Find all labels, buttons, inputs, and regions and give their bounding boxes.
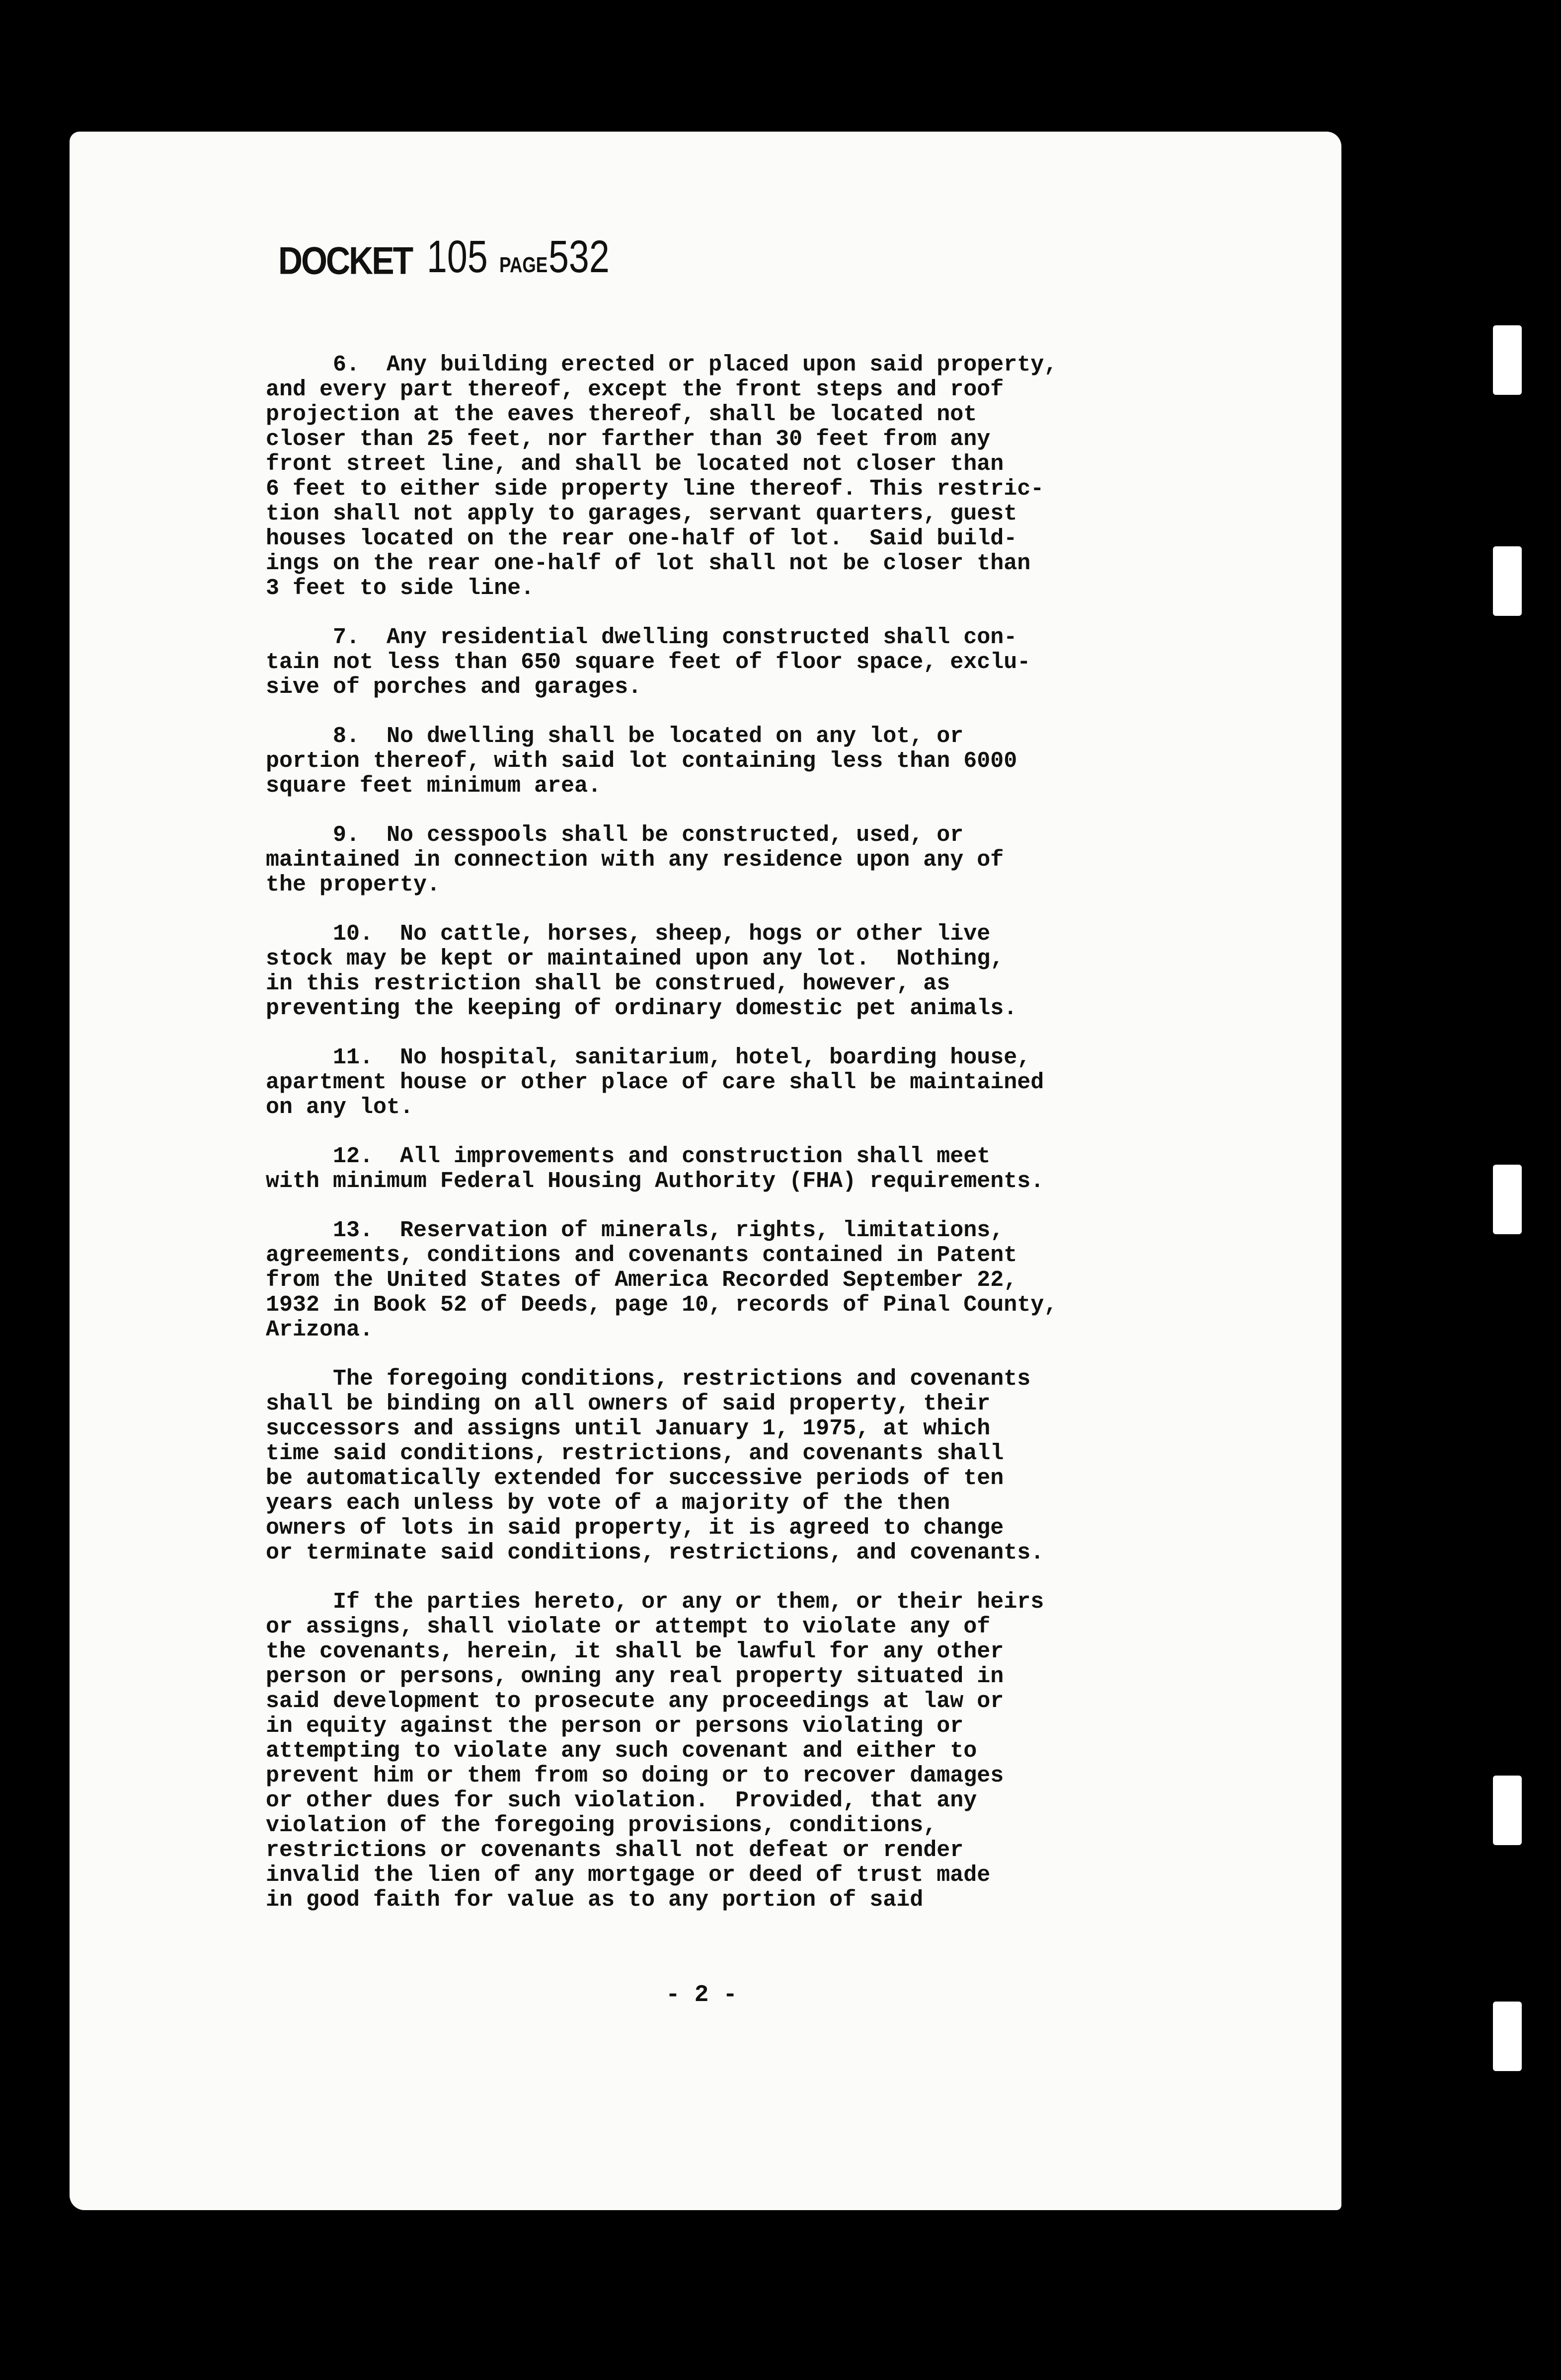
paragraph-13: 13. Reservation of minerals, rights, limitations, agreements, conditions and covenants contained in Patent from the United States of America Recorded September 22, 1932 in Book 52 of Deeds, page 10, records of Pinal County, Arizona. (266, 1218, 1058, 1342)
sprocket-hole (1493, 1776, 1522, 1845)
docket-stamp (278, 231, 625, 283)
docket-number: 105 (427, 231, 488, 282)
sprocket-hole (1493, 546, 1522, 616)
paragraph-8: 8. No dwelling shall be located on any lot, or portion thereof, with said lot containing less than 6000 square feet minimum area. (266, 724, 1017, 799)
paragraph-9: 9. No cesspools shall be constructed, used, or maintained in connection with any residence upon any of the property. (266, 822, 1004, 897)
paragraph-12: 12. All improvements and construction shall meet with minimum Federal Housing Authority (FHA) requirements. (266, 1144, 1044, 1194)
sprocket-hole (1493, 325, 1522, 395)
docket-page-label: PAGE (499, 253, 547, 277)
docket-page-number: 532 (548, 231, 610, 282)
docket-label: DOCKET (278, 239, 412, 283)
paragraph-violation: If the parties hereto, or any or them, or their heirs or assigns, shall violate or attempt to violate any of the covenants, herein, it shall be lawful for any other person or persons, owning any real property situated in said development to prosecute any proceedings at law or in equity against the person or persons violating or attempting to violate any such covenant and either to prevent him or them from so doing or to recover damages or other dues for such violation. Provided, that any violation of the foregoing provisions, conditions, restrictions or covenants shall not defeat or render invalid the lien of any mortgage or deed of trust made in good faith for value as to any portion of said (266, 1589, 1044, 1913)
paragraph-6: 6. Any building erected or placed upon said property, and every part thereof, except the front steps and roof projection at the eaves thereof, shall be located not closer than 25 feet, nor farther than 30 feet from any front street line, and shall be located not closer than 6 feet to either side property line thereof. This restric- tion shall not apply to garages, servant quarters, guest houses located on the rear one-half of lot. Said build- ings on the rear one-half of lot shall not be closer than 3 feet to side line. (266, 352, 1058, 601)
page-number: - 2 - (666, 1982, 738, 2008)
paragraph-7: 7. Any residential dwelling constructed shall con- tain not less than 650 square feet of floor space, exclu- sive of porches and garages. (266, 625, 1031, 700)
sprocket-hole (1493, 2002, 1522, 2071)
sprocket-hole (1493, 1165, 1522, 1234)
document-page (70, 132, 1341, 2210)
paragraph-10: 10. No cattle, horses, sheep, hogs or other live stock may be kept or maintained upon any lot. Nothing, in this restriction shall be construed, however, as preventing the keeping of ordinary domestic pet animals. (266, 921, 1017, 1021)
paragraph-foregoing-conditions: The foregoing conditions, restrictions and covenants shall be binding on all owners of said property, their successors and assigns until January 1, 1975, at which time said conditions, restrictions, and covenants shall be automatically extended for successive periods of ten years each unless by vote of a majority of the then owners of lots in said property, it is agreed to change or terminate said conditions, restrictions, and covenants. (266, 1366, 1044, 1565)
paragraph-11: 11. No hospital, sanitarium, hotel, boarding house, apartment house or other place of care shall be maintained on any lot. (266, 1045, 1044, 1120)
document-body (266, 353, 1235, 1937)
